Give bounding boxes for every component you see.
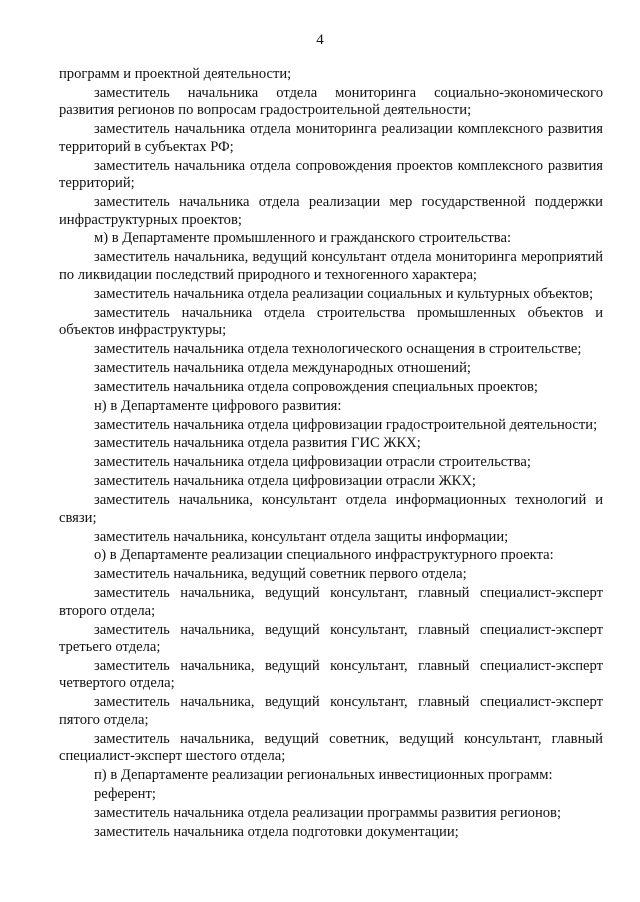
paragraph: заместитель начальника отдела строительства промышленных объектов и объектов инфраструктуры; [59,304,603,339]
paragraph: заместитель начальника отдела сопровождения специальных проектов; [94,378,538,395]
paragraph: заместитель начальника, ведущий советник первого отдела; [94,566,467,583]
paragraph: заместитель начальника, ведущий консультант, главный специалист-эксперт четвертого отдела; [59,657,603,692]
paragraph: заместитель начальника, консультант отдела информационных технологий и связи; [59,492,603,526]
document-body [59,66,603,843]
paragraph: заместитель начальника отдела реализации программы развития регионов; [94,804,561,821]
paragraph: заместитель начальника отдела цифровизации отрасли строительства; [94,454,531,471]
paragraph: программ и проектной деятельности; [59,66,292,82]
paragraph: заместитель начальника отдела технологического оснащения в строительстве; [94,341,582,358]
paragraph: заместитель начальника, ведущий консультант, главный специалист-эксперт второго отдела; [59,585,603,619]
section-heading: п) в Департаменте реализации региональных инвестиционных программ: [94,767,553,784]
paragraph: заместитель начальника отдела реализации мер государственной поддержки инфраструктурных проектов; [59,194,603,228]
paragraph: заместитель начальника отдела цифровизации градостроительной деятельности; [94,416,598,433]
paragraph: заместитель начальника, ведущий советник, ведущий консультант, главный специалист-эксперт шестого отдела; [59,730,603,765]
paragraph: референт; [94,786,156,803]
paragraph: заместитель начальника отдела цифровизации отрасли ЖКХ; [94,473,476,490]
paragraph: заместитель начальника отдела международных отношений; [94,359,471,376]
paragraph: заместитель начальника отдела подготовки документации; [94,823,459,840]
paragraph: заместитель начальника отдела мониторинга социально-экономического развития регионов по вопросам градостроительной деятельности; [59,84,603,119]
paragraph: заместитель начальника отдела сопровождения проектов комплексного развития территорий; [59,157,603,192]
paragraph: заместитель начальника отдела реализации социальных и культурных объектов; [94,285,594,302]
paragraph: заместитель начальника, ведущий консультант отдела мониторинга мероприятий по ликвидации последствий природного и техногенного характера; [59,249,603,283]
section-heading: о) в Департаменте реализации специального инфраструктурного проекта: [94,547,554,564]
paragraph: заместитель начальника, консультант отдела защиты информации; [94,528,509,545]
paragraph: заместитель начальника, ведущий консультант, главный специалист-эксперт третьего отдела; [59,621,603,656]
section-heading: м) в Департаменте промышленного и гражданского строительства: [94,230,512,247]
paragraph: заместитель начальника отдела развития ГИС ЖКХ; [94,435,421,452]
paragraph: заместитель начальника отдела мониторинга реализации комплексного развития территорий в субъектах РФ; [59,121,603,155]
page-number: 4 [316,32,324,48]
section-heading: н) в Департаменте цифрового развития: [94,397,342,414]
paragraph: заместитель начальника, ведущий консультант, главный специалист-эксперт пятого отдела; [59,694,603,728]
